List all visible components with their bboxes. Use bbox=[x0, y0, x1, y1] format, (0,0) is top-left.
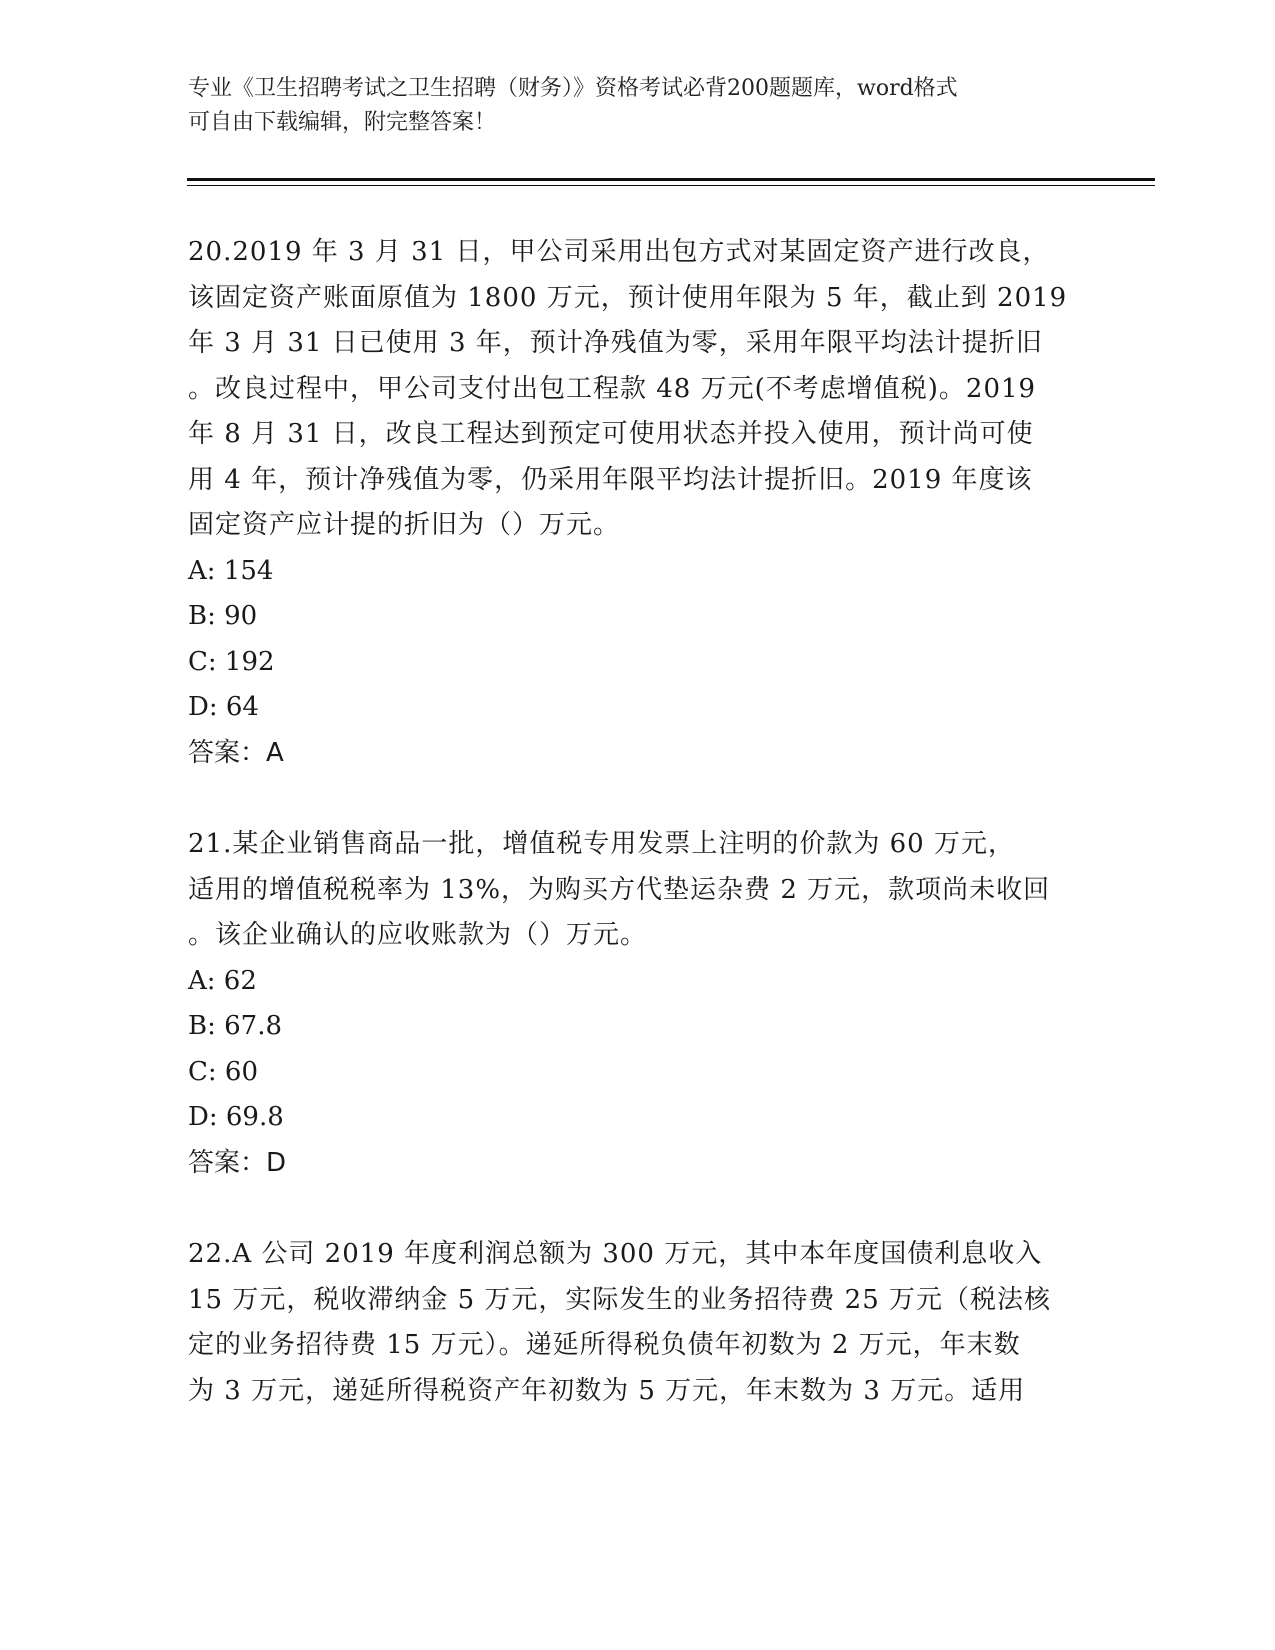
option-a: A: 62 bbox=[188, 965, 257, 996]
option-d: D: 69.8 bbox=[188, 1102, 284, 1132]
question-stem-line: 用 4 年，预计净残值为零，仍采用年限平均法计提折旧。2019 年度该 bbox=[188, 464, 1033, 495]
question-stem-line: 为 3 万元，递延所得税资产年初数为 5 万元，年末数为 3 万元。适用 bbox=[188, 1375, 1026, 1406]
header-line-1: 专业《卫生招聘考试之卫生招聘（财务）》资格考试必背200题题库，word格式 bbox=[188, 76, 958, 101]
document-header bbox=[188, 72, 1088, 140]
header-line-2: 可自由下载编辑，附完整答案！ bbox=[188, 110, 497, 135]
question-stem-line: 15 万元，税收滞纳金 5 万元，实际发生的业务招待费 25 万元（税法核 bbox=[188, 1284, 1052, 1315]
question-stem-line: 适用的增值税税率为 13%，为购买方代垫运杂费 2 万元，款项尚未收回 bbox=[188, 874, 1051, 905]
header-rule-thick bbox=[187, 178, 1155, 181]
header-rule-thin bbox=[187, 185, 1155, 186]
question-stem-line: 年 8 月 31 日，改良工程达到预定可使用状态并投入使用，预计尚可使 bbox=[188, 419, 1034, 449]
question-stem-line: 定的业务招待费 15 万元）。递延所得税负债年初数为 2 万元，年末数 bbox=[188, 1330, 1021, 1360]
question-stem-line: 该固定资产账面原值为 1800 万元，预计使用年限为 5 年，截止到 2019 bbox=[188, 282, 1068, 313]
option-a: A: 154 bbox=[188, 555, 274, 586]
question-stem-line: 固定资产应计提的折旧为（）万元。 bbox=[188, 510, 621, 540]
option-c: C: 192 bbox=[188, 646, 275, 677]
question-stem-line: 。改良过程中，甲公司支付出包工程款 48 万元(不考虑增值税)。2019 bbox=[188, 373, 1037, 404]
answer-line: 答案：D bbox=[188, 1147, 287, 1178]
question-21 bbox=[188, 822, 1088, 1186]
answer-line: 答案：A bbox=[188, 737, 284, 768]
option-c: C: 60 bbox=[188, 1056, 259, 1087]
option-d: D: 64 bbox=[188, 692, 259, 722]
question-stem-line: 20.2019 年 3 月 31 日，甲公司采用出包方式对某固定资产进行改良， bbox=[188, 237, 1050, 267]
question-stem-line: 。该企业确认的应收账款为（）万元。 bbox=[188, 920, 648, 950]
question-stem-line: 21.某企业销售商品一批，增值税专用发票上注明的价款为 60 万元， bbox=[188, 829, 1015, 859]
question-stem-line: 22.A 公司 2019 年度利润总额为 300 万元，其中本年度国债利息收入 bbox=[188, 1239, 1043, 1269]
question-20 bbox=[188, 230, 1088, 776]
question-list bbox=[188, 230, 1088, 1460]
question-22 bbox=[188, 1232, 1088, 1414]
option-b: B: 90 bbox=[188, 601, 258, 631]
question-stem-line: 年 3 月 31 日已使用 3 年，预计净残值为零，采用年限平均法计提折旧 bbox=[188, 328, 1043, 358]
option-b: B: 67.8 bbox=[188, 1011, 283, 1041]
